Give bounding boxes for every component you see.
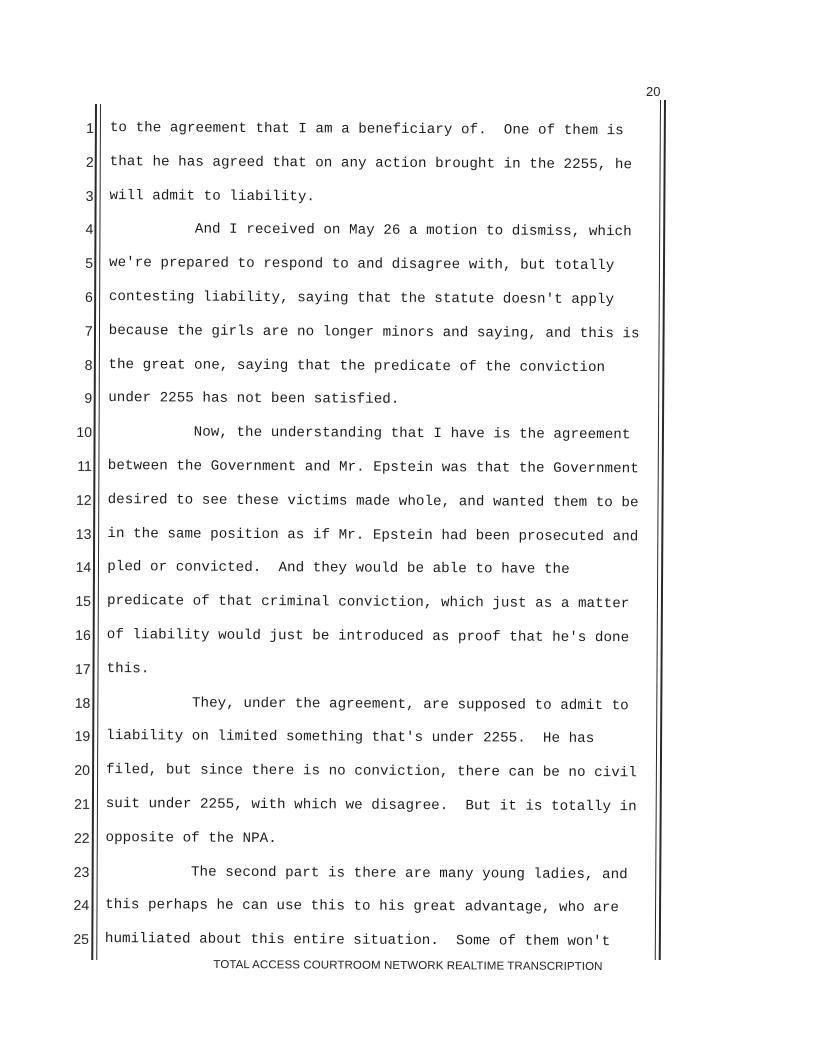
line-number: 23 <box>73 863 90 880</box>
line-number: 13 <box>75 525 92 542</box>
transcript-line <box>0 183 816 212</box>
transcript-line <box>0 656 813 685</box>
line-text: we're prepared to respond to and disagree with, but totally <box>109 255 615 275</box>
line-text: in the same position as if Mr. Epstein had been prosecuted and <box>107 525 639 545</box>
transcript-line <box>0 386 814 415</box>
transcript-line <box>0 690 812 719</box>
transcript-line <box>0 284 815 313</box>
transcript-line <box>0 825 812 854</box>
line-number: 3 <box>85 187 94 204</box>
line-number: 8 <box>84 356 93 373</box>
transcript-line <box>0 555 813 584</box>
line-text: Now, the understanding that I have is the agreement <box>107 424 631 444</box>
line-number: 15 <box>75 593 92 610</box>
line-number: 11 <box>77 457 92 474</box>
line-number: 25 <box>73 931 89 948</box>
line-number: 10 <box>76 424 93 441</box>
line-text: under 2255 has not been satisfied. <box>108 390 400 409</box>
transcript-line <box>0 217 815 246</box>
line-number: 21 <box>74 795 90 812</box>
line-number: 20 <box>74 762 91 779</box>
transcript-line <box>0 453 814 482</box>
line-number: 2 <box>85 153 94 170</box>
line-text: this. <box>106 660 150 678</box>
line-number: 1 <box>86 119 94 136</box>
transcript-line <box>0 859 811 888</box>
line-number: 6 <box>85 288 93 305</box>
transcript-line <box>0 791 812 820</box>
line-text: the great one, saying that the predicate of the conviction <box>108 356 606 376</box>
transcript-line <box>0 352 815 381</box>
transcript-line <box>0 758 812 787</box>
transcript-line <box>0 487 814 516</box>
transcript-line <box>0 724 812 753</box>
line-text: suit under 2255, with which we disagree. But it is totally in <box>105 796 637 816</box>
transcript-line <box>0 927 811 956</box>
line-number: 5 <box>85 255 94 272</box>
line-text: And I received on May 26 a motion to dismiss, which <box>109 221 632 241</box>
line-text: of liability would just be introduced as proof that he's done <box>106 627 630 647</box>
line-text: liability on limited something that's under 2255. He has <box>106 728 595 748</box>
line-number: 22 <box>73 829 90 846</box>
transcript-line <box>0 589 813 618</box>
transcript-line <box>0 251 815 280</box>
transcript-line <box>0 622 813 651</box>
line-number: 14 <box>75 559 92 576</box>
line-text: desired to see these victims made whole, and wanted them to be <box>107 491 639 512</box>
line-number: 19 <box>74 728 91 745</box>
line-text: that he has agreed that on any action brought in the 2255, he <box>109 153 633 174</box>
line-number: 24 <box>73 897 90 914</box>
line-number: 17 <box>74 660 91 677</box>
line-text: pled or convicted. And they would be able to have the <box>107 559 570 579</box>
line-text: will admit to liability. <box>109 187 316 205</box>
page-number: 20 <box>646 84 661 99</box>
line-text: They, under the agreement, are supposed to admit to <box>106 694 629 714</box>
transcript-line <box>0 521 813 550</box>
line-text: The second part is there are many young ladies, and <box>105 863 628 883</box>
line-text: humiliated about this entire situation. Some of them won't <box>104 931 611 951</box>
line-number: 4 <box>85 221 94 238</box>
line-number: 9 <box>84 390 93 407</box>
line-text: opposite of the NPA. <box>105 829 277 847</box>
line-number: 16 <box>75 626 91 643</box>
line-text: between the Government and Mr. Epstein was that the Government <box>107 458 639 478</box>
line-number: 18 <box>74 694 91 711</box>
transcript-line <box>0 115 816 144</box>
transcript-line <box>0 420 814 449</box>
line-text: filed, but since there is no conviction, there can be no civil <box>105 762 637 782</box>
transcript-footer: TOTAL ACCESS COURTROOM NETWORK REALTIME TRANSCRIPTION <box>213 958 603 974</box>
line-number: 12 <box>75 491 92 508</box>
transcript-line <box>0 149 816 178</box>
line-text: because the girls are no longer minors and saying, and this is <box>108 322 640 343</box>
line-text: contesting liability, saying that the statute doesn't apply <box>108 289 615 309</box>
line-text: predicate of that criminal conviction, which just as a matter <box>106 593 630 613</box>
transcript-line <box>0 893 811 922</box>
transcript-line <box>0 318 815 347</box>
line-text: to the agreement that I am a beneficiary of. One of them is <box>109 120 624 140</box>
line-text: this perhaps he can use this to his great advantage, who are <box>105 897 620 917</box>
line-number: 7 <box>84 322 93 339</box>
